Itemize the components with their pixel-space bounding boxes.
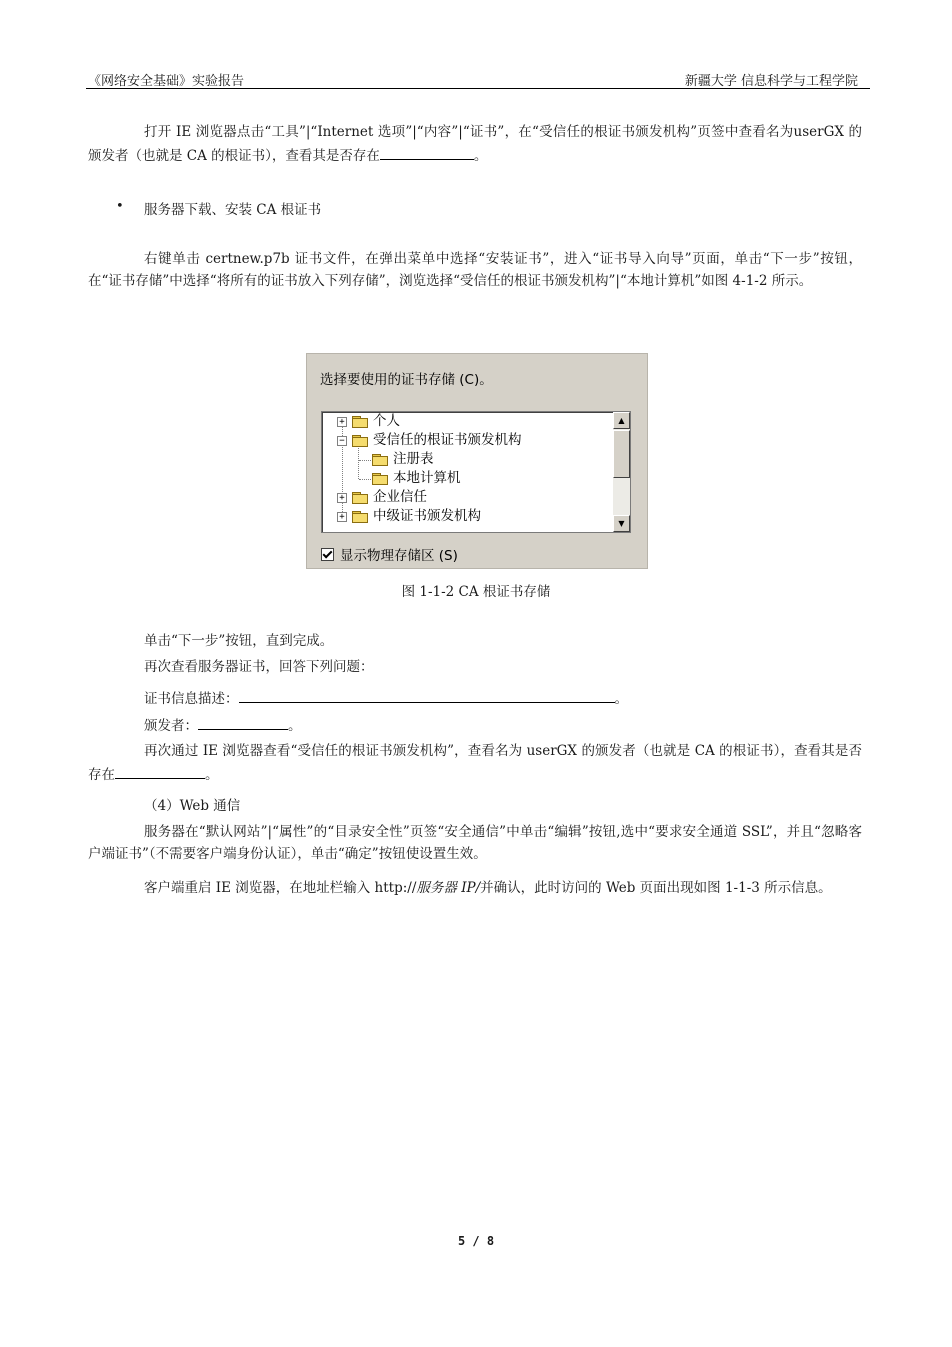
answer-blank-4 [115, 762, 205, 779]
paragraph-check-again-text: 再次通过 IE 浏览器查看“受信任的根证书颁发机构”，查看名为 userGX 的颁发者（也就是 CA 的根证书），查看其是否存在 [88, 743, 862, 783]
paragraph-install-cert: 右键单击 certnew.p7b 证书文件，在弹出菜单中选择“安装证书”，进入“证书导入向导”页面，单击“下一步”按钮，在“证书存储”中选择“将所有的证书放入下列存储”，浏览选择“受信任的根证书颁发机构”|“本地计算机”如图 4-1-2 所示。 [88, 251, 862, 289]
figure-caption: 图 1-1-2 CA 根证书存储 [401, 584, 551, 600]
answer-blank-1 [380, 143, 474, 160]
paragraph-open-ie [88, 121, 862, 167]
tree-node-label: 企业信任 [373, 489, 427, 505]
answer-blank-2 [239, 686, 615, 703]
line-click-next: 单击“下一步”按钮，直到完成。 [144, 633, 334, 649]
folder-icon [352, 511, 368, 523]
cert-store-tree[interactable] [321, 411, 631, 533]
tree-node-label: 个人 [373, 413, 400, 429]
answer-blank-3 [198, 713, 288, 730]
tree-node-registry[interactable] [372, 450, 434, 469]
issuer-label: 颁发者： [144, 718, 198, 734]
collapse-icon[interactable]: − [337, 436, 347, 446]
tree-node-label: 本地计算机 [393, 470, 461, 486]
tree-node-local-computer[interactable] [372, 469, 461, 488]
folder-icon [352, 492, 368, 504]
show-physical-stores-checkbox[interactable] [321, 548, 334, 561]
tree-node-personal[interactable] [337, 412, 400, 431]
tree-node-trusted-root[interactable] [337, 431, 522, 450]
paragraph-server-ssl: 服务器在“默认网站”|“属性”的“目录安全性”页签“安全通信”中单击“编辑”按钮,选中“要求安全通道 SSL”，并且“忽略客户端证书”（不需要客户端身份认证），单击“确定”按钮使设置生效。 [88, 824, 862, 862]
scroll-down-icon[interactable]: ▼ [613, 515, 630, 532]
paragraph-client-restart [88, 877, 862, 899]
show-physical-stores-option[interactable] [321, 544, 458, 564]
line-issuer [144, 713, 302, 737]
line-view-server-cert: 再次查看服务器证书，回答下列问题： [144, 659, 374, 675]
paragraph-open-ie-end: 。 [473, 148, 488, 164]
scroll-up-icon[interactable]: ▲ [613, 412, 630, 429]
folder-icon [352, 416, 368, 428]
tree-node-label: 受信任的根证书颁发机构 [373, 432, 522, 448]
show-physical-stores-label: 显示物理存储区 (S) [340, 548, 458, 564]
header-left-title: 《网络安全基础》实验报告 [88, 74, 245, 89]
scroll-thumb[interactable] [613, 430, 630, 478]
folder-icon [372, 454, 388, 466]
expand-icon[interactable]: + [337, 512, 347, 522]
issuer-end: 。 [288, 718, 302, 734]
client-restart-text-a: 客户端重启 IE 浏览器，在地址栏输入 http:// [144, 880, 417, 896]
line-cert-description [144, 686, 628, 710]
paragraph-open-ie-text: 打开 IE 浏览器点击“工具”|“Internet 选项”|“内容”|“证书”，在“受信任的根证书颁发机构”页签中查看名为userGX 的颁发者（也就是 CA 的根证书），查看其是否存在 [88, 124, 862, 164]
page-number: 5 / 8 [457, 1234, 495, 1248]
cert-description-end: 。 [614, 691, 628, 707]
cert-description-label: 证书信息描述： [144, 691, 239, 707]
expand-icon[interactable]: + [337, 493, 347, 503]
server-ip-placeholder: 服务器 IP/ [416, 880, 481, 896]
header-right-institution: 新疆大学 信息科学与工程学院 [684, 74, 858, 89]
tree-guide-line [359, 479, 371, 480]
folder-icon [372, 473, 388, 485]
tree-scrollbar[interactable] [613, 412, 630, 532]
cert-store-dialog [306, 353, 648, 569]
tree-node-label: 中级证书颁发机构 [373, 508, 481, 524]
paragraph-check-again [88, 740, 862, 786]
tree-guide-line [359, 460, 371, 461]
folder-icon [352, 435, 368, 447]
bullet-icon: • [116, 199, 124, 214]
paragraph-check-again-end: 。 [205, 767, 219, 783]
dialog-label: 选择要使用的证书存储 (C)。 [320, 372, 493, 388]
tree-node-enterprise-trust[interactable] [337, 488, 427, 507]
expand-icon[interactable]: + [337, 417, 347, 427]
bullet-text: 服务器下载、安装 CA 根证书 [144, 202, 322, 218]
tree-node-label: 注册表 [393, 451, 434, 467]
section-web-communication: （4）Web 通信 [144, 798, 241, 814]
tree-node-intermediate-ca[interactable] [337, 507, 481, 526]
header-rule [86, 88, 870, 89]
client-restart-text-c: 并确认，此时访问的 Web 页面出现如图 1-1-3 所示信息。 [480, 880, 832, 896]
